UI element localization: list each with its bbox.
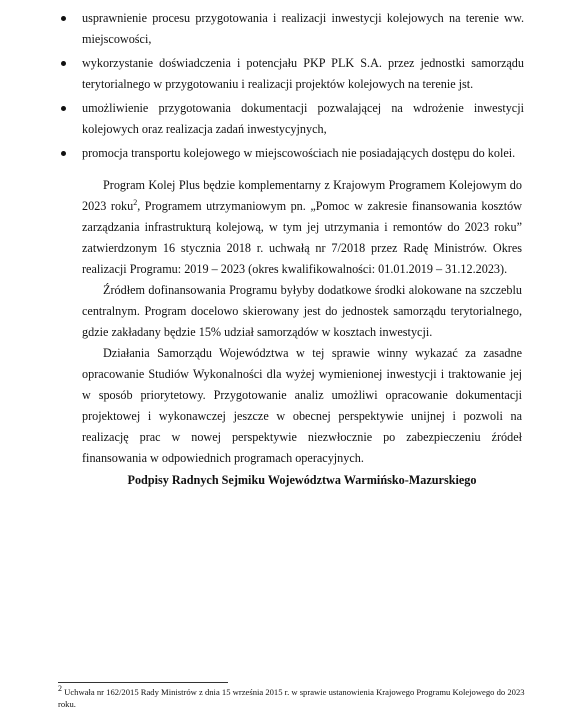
footnote-reference: 2 [133,197,138,207]
list-item-text: umożliwienie przygotowania dokumentacji pozwalającej na wdrożenie inwestycji kolejowych oraz realizacja zadań inwestycyjnych, [82,101,524,136]
footnote-separator [58,682,228,683]
footnote-text: Uchwała nr 162/2015 Rady Ministrów z dnia 15 września 2015 r. w sprawie ustanowienia Krajowego Programu Kolejowego do 2023 roku. [58,687,525,709]
paragraph-actions: Działania Samorządu Województwa w tej sprawie winny wykazać za zasadne opracowanie Studiów Wykonalności dla wyżej wymienionej inwestycji i traktowanie jej w sposób priorytetowy. Przygotowanie analiz umożliwi opracowanie dokumentacji projektowej i wykonawczej jeszcze w obecnej perspektywie unijnej i pozwoli na realizację prac w nowej perspektywie niezwłocznie po zabezpieczeniu źródeł finansowania w odpowiednich programach operacyjnych. [82,346,522,465]
footnote-marker: 2 [58,684,62,694]
paragraph-text: , Programem utrzymaniowym pn. „Pomoc w zakresie finansowania kosztów zarządzania infrastrukturą kolejową, w tym jej utrzymania i remontów do 2023 roku” zatwierdzonym 16 stycznia 2018 r. uchwałą nr 7/2018 przez Radę Ministrów. Okres realizacji Programu: 2019 – 2023 (okres kwalifikowalności: 01.01.2019 – 31.12.2023). [82,199,522,276]
bullet-icon [61,61,66,66]
paragraph-funding-source: Źródłem dofinansowania Programu byłyby dodatkowe środki alokowane na szczeblu centralnym. Program docelowo skierowany jest do jednostek samorządu terytorialnego, gdzie zakładany będzie 15% udział samorządów w kosztach inwestycji. [82,283,522,339]
bullet-icon [61,151,66,156]
list-item [58,143,524,164]
bullet-icon [61,106,66,111]
bullet-icon [61,16,66,21]
footnote [58,686,528,710]
list-item-text: usprawnienie procesu przygotowania i realizacji inwestycji kolejowych na terenie ww. miejscowości, [82,11,524,46]
paragraph-program-complementarity [82,175,522,280]
list-item [58,8,524,50]
objectives-list [58,8,524,167]
list-item [58,53,524,95]
list-item-text: wykorzystanie doświadczenia i potencjału PKP PLK S.A. przez jednostki samorządu terytorialnego w przygotowaniu i realizacji projektów kolejowych na terenie jst. [82,56,524,91]
list-item-text: promocja transportu kolejowego w miejscowościach nie posiadających dostępu do kolei. [82,146,516,160]
paragraph-text: Program Kolej Plus będzie komplementarny z Krajowym Programem Kolejowym do 2023 roku [82,178,522,213]
signature-line: Podpisy Radnych Sejmiku Województwa Warmińsko-Mazurskiego [127,473,477,487]
list-item [58,98,524,140]
